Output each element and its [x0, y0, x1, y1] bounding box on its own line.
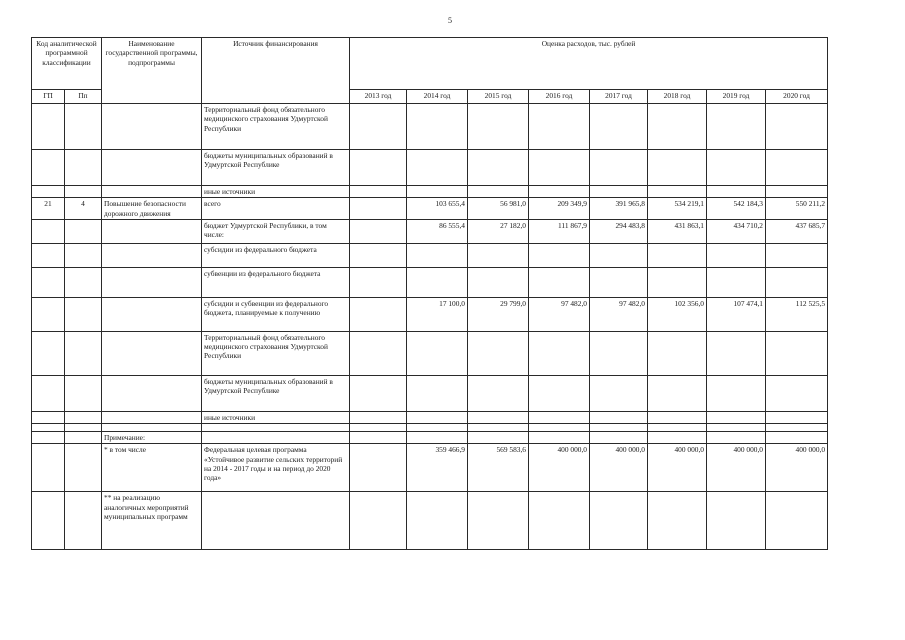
program-name-cell: [102, 186, 202, 198]
amount-cell: [468, 104, 529, 150]
amount-cell: [648, 243, 707, 267]
pp-cell: [65, 150, 102, 186]
program-name-cell: [102, 243, 202, 267]
year-header: 2018 год: [648, 90, 707, 104]
table-row: [32, 331, 828, 375]
pp-cell: [65, 104, 102, 150]
amount-cell: [707, 331, 766, 375]
amount-cell: [529, 424, 590, 432]
year-header: 2019 год: [707, 90, 766, 104]
estimate-header: Оценка расходов, тыс. рублей: [350, 38, 828, 90]
amount-cell: [529, 331, 590, 375]
amount-cell: [407, 411, 468, 423]
amount-cell: 103 655,4: [407, 198, 468, 220]
amount-cell: [648, 411, 707, 423]
funding-source-cell: иные источники: [202, 186, 350, 198]
amount-cell: [648, 424, 707, 432]
pp-cell: 4: [65, 198, 102, 220]
gp-cell: [32, 331, 65, 375]
amount-cell: [766, 492, 828, 550]
amount-cell: [468, 150, 529, 186]
gp-cell: [32, 492, 65, 550]
amount-cell: [468, 492, 529, 550]
amount-cell: 391 965,8: [590, 198, 648, 220]
amount-cell: [350, 104, 407, 150]
amount-cell: [590, 492, 648, 550]
amount-cell: [468, 375, 529, 411]
amount-cell: [529, 243, 590, 267]
table-row: [32, 297, 828, 331]
amount-cell: [648, 186, 707, 198]
program-name-cell: [102, 424, 202, 432]
amount-cell: [707, 492, 766, 550]
amount-cell: [529, 267, 590, 297]
pp-cell: [65, 331, 102, 375]
funding-source-cell: иные источники: [202, 411, 350, 423]
amount-cell: [707, 104, 766, 150]
gp-cell: 21: [32, 198, 65, 220]
amount-cell: [407, 104, 468, 150]
page-number: 5: [448, 16, 452, 25]
amount-cell: [350, 444, 407, 492]
amount-cell: [350, 375, 407, 411]
table-header-row: [32, 38, 828, 90]
amount-cell: [529, 432, 590, 444]
amount-cell: [766, 243, 828, 267]
year-header: 2014 год: [407, 90, 468, 104]
amount-cell: [590, 424, 648, 432]
amount-cell: [407, 186, 468, 198]
gp-cell: [32, 432, 65, 444]
program-name-cell: [102, 331, 202, 375]
pp-cell: [65, 219, 102, 243]
amount-cell: [350, 198, 407, 220]
program-name-cell: [102, 267, 202, 297]
funding-source-cell: Федеральная целевая программа «Устойчивое развитие сельских территорий на 2014 - 2017 годы и на период до 2020 года»: [202, 444, 350, 492]
amount-cell: [648, 150, 707, 186]
amount-cell: [766, 432, 828, 444]
amount-cell: [648, 492, 707, 550]
amount-cell: 97 482,0: [529, 297, 590, 331]
amount-cell: 400 000,0: [707, 444, 766, 492]
pp-header: Пп: [65, 90, 102, 104]
amount-cell: [407, 424, 468, 432]
amount-cell: [766, 186, 828, 198]
code-header: Код аналитической программной классификации: [32, 38, 102, 90]
amount-cell: 97 482,0: [590, 297, 648, 331]
amount-cell: [648, 375, 707, 411]
pp-cell: [65, 411, 102, 423]
amount-cell: 107 474,1: [707, 297, 766, 331]
amount-cell: [407, 432, 468, 444]
table-row: [32, 411, 828, 423]
amount-cell: 400 000,0: [590, 444, 648, 492]
funding-source-cell: [202, 424, 350, 432]
table-row: [32, 492, 828, 550]
amount-cell: 534 219,1: [648, 198, 707, 220]
gp-cell: [32, 411, 65, 423]
table-row: [32, 186, 828, 198]
amount-cell: [707, 150, 766, 186]
amount-cell: [766, 375, 828, 411]
year-header: 2016 год: [529, 90, 590, 104]
amount-cell: [648, 432, 707, 444]
amount-cell: [468, 432, 529, 444]
amount-cell: [350, 424, 407, 432]
funding-source-cell: Территориальный фонд обязательного медицинского страхования Удмуртской Республики: [202, 331, 350, 375]
name-header: Наименование государственной программы, подпрограммы: [102, 38, 202, 104]
amount-cell: [707, 375, 766, 411]
amount-cell: [590, 411, 648, 423]
pp-cell: [65, 297, 102, 331]
gp-cell: [32, 150, 65, 186]
program-name-cell: Примечание:: [102, 432, 202, 444]
amount-cell: [766, 104, 828, 150]
table-row: [32, 432, 828, 444]
program-name-cell: [102, 297, 202, 331]
amount-cell: [468, 267, 529, 297]
pp-cell: [65, 424, 102, 432]
amount-cell: 27 182,0: [468, 219, 529, 243]
amount-cell: 434 710,2: [707, 219, 766, 243]
amount-cell: 102 356,0: [648, 297, 707, 331]
program-name-cell: [102, 150, 202, 186]
table-row: [32, 150, 828, 186]
table-row: [32, 424, 828, 432]
amount-cell: [590, 104, 648, 150]
funding-source-cell: [202, 492, 350, 550]
amount-cell: 112 525,5: [766, 297, 828, 331]
funding-source-cell: бюджеты муниципальных образований в Удмуртской Республике: [202, 375, 350, 411]
program-name-cell: [102, 104, 202, 150]
table-row: [32, 375, 828, 411]
amount-cell: [350, 432, 407, 444]
amount-cell: [766, 267, 828, 297]
amount-cell: [766, 424, 828, 432]
amount-cell: [468, 186, 529, 198]
pp-cell: [65, 267, 102, 297]
amount-cell: [407, 331, 468, 375]
pp-cell: [65, 186, 102, 198]
funding-source-cell: субсидии и субвенции из федерального бюджета, планируемые к получению: [202, 297, 350, 331]
amount-cell: [590, 432, 648, 444]
amount-cell: [707, 186, 766, 198]
amount-cell: 542 184,3: [707, 198, 766, 220]
pp-cell: [65, 243, 102, 267]
gp-header: ГП: [32, 90, 65, 104]
program-name-cell: * в том числе: [102, 444, 202, 492]
amount-cell: [590, 186, 648, 198]
amount-cell: [590, 243, 648, 267]
amount-cell: [590, 267, 648, 297]
amount-cell: 431 863,1: [648, 219, 707, 243]
year-header: 2020 год: [766, 90, 828, 104]
amount-cell: [707, 411, 766, 423]
amount-cell: [407, 243, 468, 267]
table-row: [32, 198, 828, 220]
amount-cell: [766, 150, 828, 186]
gp-cell: [32, 375, 65, 411]
pp-cell: [65, 375, 102, 411]
amount-cell: [407, 267, 468, 297]
pp-cell: [65, 432, 102, 444]
table-row: [32, 444, 828, 492]
program-name-cell: ** на реализацию аналогичных мероприятий муниципальных программ: [102, 492, 202, 550]
pp-cell: [65, 492, 102, 550]
amount-cell: [350, 186, 407, 198]
amount-cell: [350, 243, 407, 267]
amount-cell: [707, 267, 766, 297]
amount-cell: 400 000,0: [648, 444, 707, 492]
funding-source-cell: бюджет Удмуртской Республики, в том числе:: [202, 219, 350, 243]
amount-cell: 359 466,9: [407, 444, 468, 492]
amount-cell: [350, 267, 407, 297]
amount-cell: [529, 411, 590, 423]
amount-cell: [529, 186, 590, 198]
funding-source-cell: бюджеты муниципальных образований в Удмуртской Республике: [202, 150, 350, 186]
amount-cell: [407, 492, 468, 550]
amount-cell: [350, 219, 407, 243]
gp-cell: [32, 444, 65, 492]
gp-cell: [32, 267, 65, 297]
amount-cell: 550 211,2: [766, 198, 828, 220]
amount-cell: 29 799,0: [468, 297, 529, 331]
gp-cell: [32, 219, 65, 243]
amount-cell: [407, 150, 468, 186]
amount-cell: 294 483,8: [590, 219, 648, 243]
amount-cell: [648, 104, 707, 150]
amount-cell: [648, 331, 707, 375]
amount-cell: 437 685,7: [766, 219, 828, 243]
amount-cell: [648, 267, 707, 297]
budget-table: [31, 37, 828, 550]
gp-cell: [32, 297, 65, 331]
amount-cell: 400 000,0: [529, 444, 590, 492]
source-header: Источник финансирования: [202, 38, 350, 104]
amount-cell: [468, 243, 529, 267]
amount-cell: [766, 331, 828, 375]
table-row: [32, 219, 828, 243]
funding-source-cell: субсидии из федерального бюджета: [202, 243, 350, 267]
funding-source-cell: [202, 432, 350, 444]
amount-cell: [529, 375, 590, 411]
gp-cell: [32, 104, 65, 150]
amount-cell: [468, 424, 529, 432]
gp-cell: [32, 243, 65, 267]
amount-cell: [590, 150, 648, 186]
amount-cell: [350, 150, 407, 186]
amount-cell: [707, 432, 766, 444]
amount-cell: [407, 375, 468, 411]
gp-cell: [32, 424, 65, 432]
table-row: [32, 104, 828, 150]
amount-cell: 17 100,0: [407, 297, 468, 331]
amount-cell: [590, 331, 648, 375]
amount-cell: [468, 331, 529, 375]
pp-cell: [65, 444, 102, 492]
amount-cell: [350, 331, 407, 375]
amount-cell: 209 349,9: [529, 198, 590, 220]
table-row: [32, 243, 828, 267]
funding-source-cell: Территориальный фонд обязательного медицинского страхования Удмуртской Республики: [202, 104, 350, 150]
gp-cell: [32, 186, 65, 198]
amount-cell: [350, 411, 407, 423]
program-name-cell: [102, 219, 202, 243]
table-row: [32, 267, 828, 297]
amount-cell: [707, 243, 766, 267]
funding-source-cell: всего: [202, 198, 350, 220]
amount-cell: [529, 492, 590, 550]
amount-cell: [529, 104, 590, 150]
amount-cell: 569 583,6: [468, 444, 529, 492]
program-name-cell: [102, 411, 202, 423]
year-header: 2017 год: [590, 90, 648, 104]
program-name-cell: [102, 375, 202, 411]
year-header: 2013 год: [350, 90, 407, 104]
amount-cell: [468, 411, 529, 423]
amount-cell: 400 000,0: [766, 444, 828, 492]
amount-cell: [766, 411, 828, 423]
amount-cell: [590, 375, 648, 411]
program-name-cell: Повышение безопасности дорожного движения: [102, 198, 202, 220]
amount-cell: 56 981,0: [468, 198, 529, 220]
amount-cell: [350, 297, 407, 331]
year-header: 2015 год: [468, 90, 529, 104]
amount-cell: [529, 150, 590, 186]
funding-source-cell: субвенции из федерального бюджета: [202, 267, 350, 297]
amount-cell: 111 867,9: [529, 219, 590, 243]
amount-cell: [350, 492, 407, 550]
amount-cell: [707, 424, 766, 432]
amount-cell: 86 555,4: [407, 219, 468, 243]
